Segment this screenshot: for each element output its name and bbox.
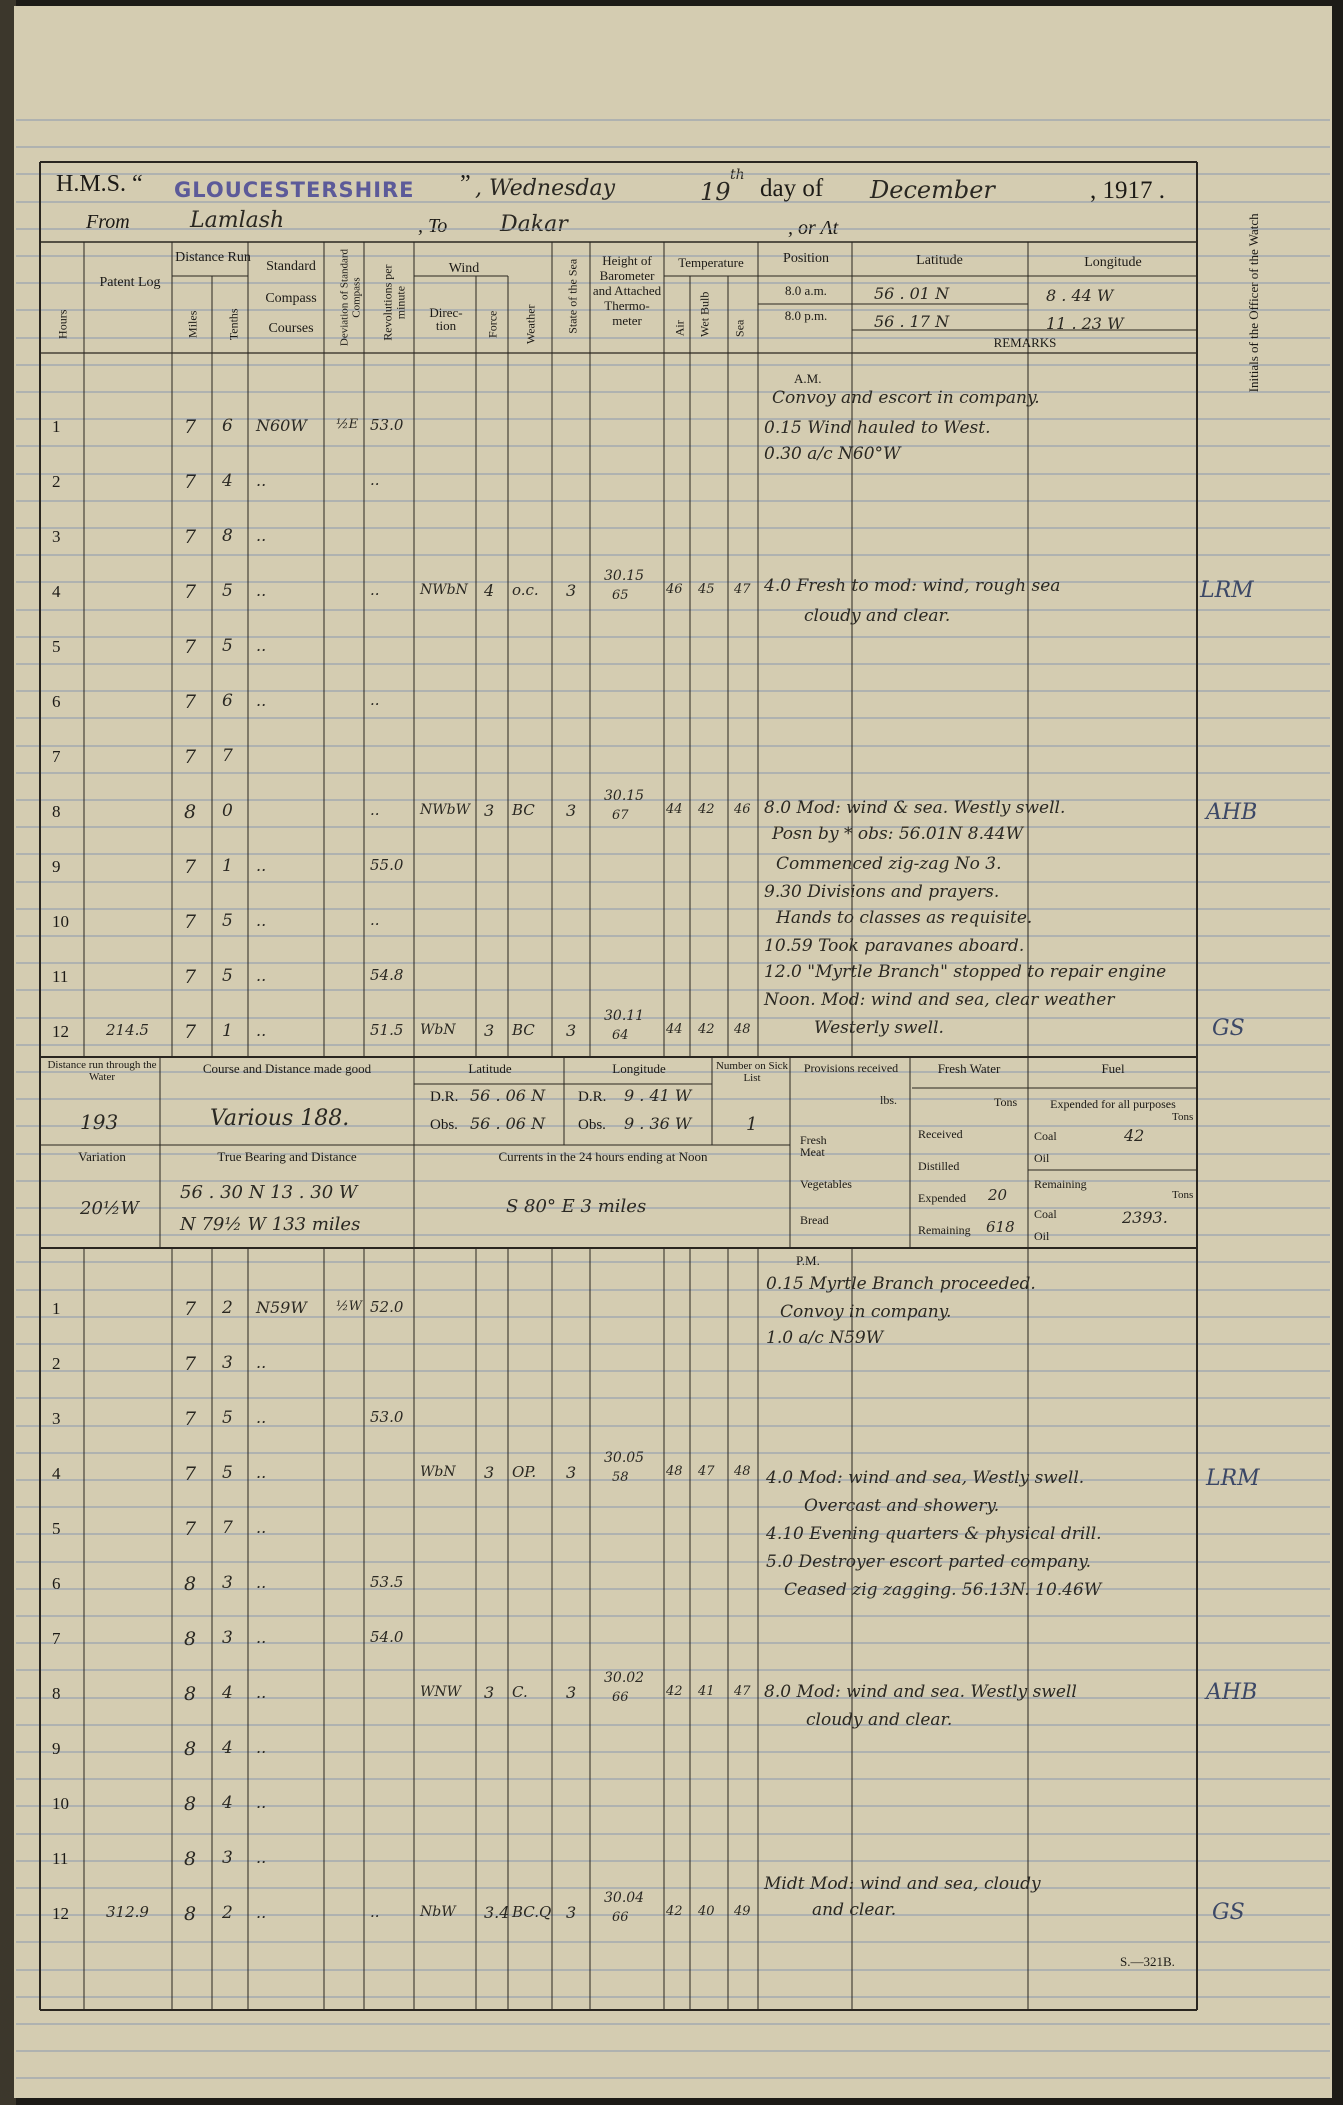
longitude-header: Longitude <box>1084 255 1142 270</box>
hour-cell: 12 <box>52 1022 69 1041</box>
remark-line: cloudy and clear. <box>804 606 951 626</box>
sea-temp-cell: 48 <box>734 1464 751 1479</box>
tenths-cell: 4 <box>222 471 233 491</box>
miles-cell: 7 <box>184 1021 197 1043</box>
sea-temp-cell: 48 <box>734 1022 751 1037</box>
col-wind-header: Wind <box>448 261 480 276</box>
course-cell: .. <box>256 1848 267 1867</box>
sick-list-label: Number on Sick List <box>715 1060 789 1085</box>
ship-prefix: H.M.S. “ <box>56 171 143 197</box>
course-cell: .. <box>256 526 267 545</box>
course-cell: .. <box>256 1463 267 1482</box>
sea-state-cell: 3 <box>566 581 577 600</box>
sea-state-cell: 3 <box>566 1021 577 1040</box>
hour-cell: 5 <box>52 637 61 656</box>
distance-through-water-label: Distance run through the Water <box>47 1059 157 1083</box>
revolutions-cell: .. <box>370 801 380 819</box>
revolutions-cell: .. <box>370 581 380 599</box>
remark-line: and clear. <box>812 1900 897 1920</box>
miles-cell: 7 <box>184 1298 197 1320</box>
from-port: Lamlash <box>190 208 285 233</box>
thermometer-cell: 66 <box>612 1690 629 1705</box>
barometer-cell: 30.02 <box>604 1670 645 1686</box>
hour-cell: 7 <box>52 747 61 766</box>
col-barometer-header: Height of Barometer and Attached Thermo- meter <box>592 253 662 328</box>
wind-force-cell: 3.4 <box>484 1903 510 1922</box>
wet-bulb-cell: 42 <box>698 1022 715 1037</box>
wet-bulb-cell: 47 <box>698 1464 715 1479</box>
longitude-pm: 11 . 23 W <box>1046 314 1124 333</box>
course-cell: .. <box>256 1021 267 1040</box>
revolutions-cell: .. <box>370 911 380 929</box>
tenths-cell: 0 <box>222 801 233 821</box>
hour-cell: 10 <box>52 1794 69 1813</box>
revolutions-cell: 55.0 <box>370 856 404 874</box>
hour-cell: 12 <box>52 1904 69 1923</box>
course-cell: .. <box>256 471 267 490</box>
miles-cell: 7 <box>184 911 197 933</box>
miles-cell: 8 <box>184 1738 197 1760</box>
revolutions-cell: 52.0 <box>370 1298 404 1316</box>
sea-state-cell: 3 <box>566 801 577 820</box>
year: , 1917 . <box>1090 177 1165 204</box>
remark-line: 1.0 a/c N59W <box>766 1328 884 1348</box>
fuel-oil-remaining-label: Oil <box>1034 1229 1050 1243</box>
bread-label: Bread <box>800 1213 829 1227</box>
fuel-oil-label: Oil <box>1034 1151 1050 1165</box>
remark-line: cloudy and clear. <box>806 1710 953 1730</box>
fuel-tons-label: Tons <box>1172 1111 1194 1123</box>
noon-obs-lon-label: Obs. <box>578 1117 606 1133</box>
col-wet-bulb-header: Wet Bulb <box>697 291 712 337</box>
hour-cell: 6 <box>52 692 61 711</box>
deviation-cell: ½W <box>336 1299 362 1314</box>
hour-cell: 3 <box>52 1409 61 1428</box>
thermometer-cell: 67 <box>612 808 629 823</box>
remark-line: 0.30 a/c N60°W <box>764 444 901 464</box>
course-cell: .. <box>256 966 267 985</box>
fuel-coal-expended: 42 <box>1124 1126 1145 1145</box>
tenths-cell: 5 <box>222 966 233 986</box>
sea-temp-cell: 49 <box>734 1904 751 1919</box>
course-cell: .. <box>256 1408 267 1427</box>
remark-line: 10.59 Took paravanes aboard. <box>764 936 1025 956</box>
from-label: From <box>86 211 130 233</box>
hour-cell: 9 <box>52 857 61 876</box>
hour-cell: 11 <box>52 967 69 986</box>
air-temp-cell: 42 <box>666 1904 683 1919</box>
tenths-cell: 3 <box>222 1353 233 1373</box>
noon-dr-lon-label: D.R. <box>578 1089 607 1105</box>
fresh-water-label: Fresh Water <box>937 1061 1001 1076</box>
tenths-cell: 2 <box>222 1903 233 1923</box>
hour-cell: 2 <box>52 472 61 491</box>
sea-temp-cell: 46 <box>734 802 751 817</box>
tenths-cell: 5 <box>222 911 233 931</box>
thermometer-cell: 58 <box>612 1470 629 1485</box>
tenths-cell: 4 <box>222 1793 233 1813</box>
sea-state-cell: 3 <box>566 1463 577 1482</box>
noon-obs-label: Obs. <box>430 1117 458 1133</box>
remark-line: Westerly swell. <box>814 1018 944 1038</box>
wet-bulb-cell: 42 <box>698 802 715 817</box>
revolutions-cell: 54.0 <box>370 1628 404 1646</box>
remark-line: Overcast and showery. <box>804 1496 1000 1516</box>
officer-initials: LRM <box>1200 578 1254 603</box>
wind-force-cell: 3 <box>484 1683 495 1702</box>
barometer-cell: 30.15 <box>604 568 645 584</box>
revolutions-cell: .. <box>370 471 380 489</box>
course-cell: .. <box>256 1573 267 1592</box>
hour-cell: 1 <box>52 417 61 436</box>
hour-cell: 10 <box>52 912 69 931</box>
col-direction-header: Direc- tion <box>429 305 463 333</box>
weather-cell: BC.Q <box>512 1903 552 1921</box>
miles-cell: 7 <box>184 966 197 988</box>
pm-label: P.M. <box>796 1253 820 1268</box>
col-revolutions-header: Revolutions per minute <box>380 264 407 341</box>
air-temp-cell: 44 <box>666 1022 683 1037</box>
water-expended-value: 20 <box>988 1186 1008 1204</box>
thermometer-cell: 65 <box>612 588 629 603</box>
true-bearing-line2: N 79½ W 133 miles <box>180 1214 361 1235</box>
fresh-meat-label: Fresh Meat <box>800 1133 827 1159</box>
remark-line: 4.10 Evening quarters & physical drill. <box>766 1524 1102 1544</box>
tenths-cell: 5 <box>222 1408 233 1428</box>
latitude-am: 56 . 01 N <box>874 284 950 303</box>
to-label: , To <box>418 215 448 237</box>
hour-cell: 7 <box>52 1629 61 1648</box>
hour-cell: 1 <box>52 1299 61 1318</box>
remark-line: 5.0 Destroyer escort parted company. <box>766 1552 1092 1572</box>
barometer-cell: 30.04 <box>604 1890 645 1906</box>
tenths-cell: 8 <box>222 526 233 546</box>
course-cell: .. <box>256 581 267 600</box>
hour-cell: 6 <box>52 1574 61 1593</box>
wind-force-cell: 4 <box>484 581 495 600</box>
weather-cell: BC <box>512 1021 535 1039</box>
miles-cell: 7 <box>184 526 197 548</box>
miles-cell: 7 <box>184 471 197 493</box>
miles-cell: 7 <box>184 1463 197 1485</box>
remark-line: 8.0 Mod: wind & sea. Westly swell. <box>764 798 1066 818</box>
wind-force-cell: 3 <box>484 1021 495 1040</box>
revolutions-cell: 53.0 <box>370 416 404 434</box>
revolutions-cell: 53.0 <box>370 1408 404 1426</box>
col-courses-header: Courses <box>268 321 314 336</box>
col-weather-header: Weather <box>523 304 538 345</box>
miles-cell: 8 <box>184 1683 197 1705</box>
miles-cell: 7 <box>184 636 197 658</box>
patent-log-cell: 312.9 <box>106 1903 149 1921</box>
remarks-header: REMARKS <box>993 335 1057 350</box>
miles-cell: 8 <box>184 1573 197 1595</box>
course-cell: N60W <box>256 416 307 435</box>
position-pm-label: 8.0 p.m. <box>784 308 828 323</box>
hour-cell: 3 <box>52 527 61 546</box>
course-cell: .. <box>256 1903 267 1922</box>
remark-line: 0.15 Wind hauled to West. <box>764 418 991 438</box>
hour-cell: 4 <box>52 1464 61 1483</box>
miles-cell: 7 <box>184 581 197 603</box>
barometer-cell: 30.05 <box>604 1450 645 1466</box>
hour-cell: 5 <box>52 1519 61 1538</box>
revolutions-cell: 54.8 <box>370 966 404 984</box>
weather-cell: BC <box>512 801 535 819</box>
course-cell: .. <box>256 1793 267 1812</box>
sea-state-cell: 3 <box>566 1683 577 1702</box>
officer-initials: GS <box>1212 1016 1245 1041</box>
true-bearing-line1: 56 . 30 N 13 . 30 W <box>180 1182 358 1203</box>
remark-line: Ceased zig zagging. 56.13N. 10.46W <box>784 1580 1102 1600</box>
tenths-cell: 6 <box>222 416 233 436</box>
course-cell: .. <box>256 636 267 655</box>
remark-line: Convoy in company. <box>780 1302 952 1322</box>
fuel-remaining-label: Remaining <box>1034 1177 1087 1191</box>
miles-cell: 8 <box>184 1628 197 1650</box>
miles-cell: 8 <box>184 1903 197 1925</box>
officer-initials: LRM <box>1206 1466 1260 1491</box>
tenths-cell: 3 <box>222 1848 233 1868</box>
col-sea-temp-header: Sea <box>732 319 747 337</box>
sea-temp-cell: 47 <box>734 582 751 597</box>
wind-direction-cell: WNW <box>420 1684 462 1700</box>
tenths-cell: 2 <box>222 1298 233 1318</box>
course-cell: .. <box>256 1738 267 1757</box>
noon-obs-longitude: 9 . 36 W <box>624 1114 692 1133</box>
provisions-lbs: lbs. <box>880 1093 898 1107</box>
remark-line: 9.30 Divisions and prayers. <box>764 882 1000 902</box>
noon-dr-longitude: 9 . 41 W <box>624 1086 692 1105</box>
fuel-coal-remaining: 2393. <box>1122 1208 1168 1227</box>
remark-line: 4.0 Mod: wind and sea, Westly swell. <box>766 1468 1085 1488</box>
noon-latitude-label: Latitude <box>468 1061 512 1076</box>
am-label: A.M. <box>794 371 822 386</box>
remark-line: 0.15 Myrtle Branch proceeded. <box>766 1274 1036 1294</box>
tenths-cell: 5 <box>222 1463 233 1483</box>
remark-line: Midt Mod: wind and sea, cloudy <box>764 1874 1041 1894</box>
hour-cell: 2 <box>52 1354 61 1373</box>
deviation-cell: ½E <box>336 417 359 432</box>
thermometer-cell: 64 <box>612 1028 629 1043</box>
miles-cell: 8 <box>184 1848 197 1870</box>
fuel-label: Fuel <box>1101 1061 1125 1076</box>
sea-state-cell: 3 <box>566 1903 577 1922</box>
course-cell: .. <box>256 911 267 930</box>
water-distilled-label: Distilled <box>918 1159 960 1173</box>
col-hours-header: Hours <box>55 309 70 339</box>
sea-temp-cell: 47 <box>734 1684 751 1699</box>
or-at-label: , or At <box>788 217 839 239</box>
weather-cell: OP. <box>512 1463 537 1481</box>
variation-value: 20½W <box>80 1198 139 1219</box>
remark-line: Commenced zig-zag No 3. <box>776 854 1002 874</box>
col-air-header: Air <box>672 320 687 337</box>
hour-cell: 4 <box>52 582 61 601</box>
officer-initials: AHB <box>1206 1680 1258 1705</box>
air-temp-cell: 46 <box>666 582 683 597</box>
noon-dr-latitude: 56 . 06 N <box>470 1086 546 1105</box>
day-of-label: day of <box>760 175 824 202</box>
course-cell: .. <box>256 1353 267 1372</box>
air-temp-cell: 48 <box>666 1464 683 1479</box>
miles-cell: 8 <box>184 1793 197 1815</box>
fuel-remaining-tons: Tons <box>1172 1189 1194 1201</box>
provisions-label: Provisions received <box>803 1061 899 1075</box>
remark-line: Noon. Mod: wind and sea, clear weather <box>764 990 1115 1010</box>
thermometer-cell: 66 <box>612 1910 629 1925</box>
variation-label: Variation <box>78 1149 126 1164</box>
tenths-cell: 7 <box>222 1518 233 1538</box>
course-cell: .. <box>256 1628 267 1647</box>
initials-header: Initials of the Officer of the Watch <box>1246 213 1262 393</box>
noon-obs-latitude: 56 . 06 N <box>470 1114 546 1133</box>
course-cell: .. <box>256 691 267 710</box>
course-cell: N59W <box>256 1298 307 1317</box>
water-tons: Tons <box>994 1095 1018 1109</box>
officer-initials: AHB <box>1206 800 1258 825</box>
revolutions-cell: 51.5 <box>370 1021 404 1039</box>
tenths-cell: 5 <box>222 581 233 601</box>
position-header: Position <box>783 251 829 266</box>
miles-cell: 8 <box>184 801 197 823</box>
wind-direction-cell: NbW <box>420 1904 456 1920</box>
distance-through-water-value: 193 <box>80 1110 119 1134</box>
fuel-coal-label: Coal <box>1034 1129 1057 1143</box>
hour-cell: 8 <box>52 802 61 821</box>
to-port: Dakar <box>500 212 568 237</box>
weather-cell: C. <box>512 1683 528 1701</box>
tenths-cell: 4 <box>222 1738 233 1758</box>
revolutions-cell: 53.5 <box>370 1573 404 1591</box>
wet-bulb-cell: 40 <box>698 1904 715 1919</box>
miles-cell: 7 <box>184 856 197 878</box>
course-distance-value: Various 188. <box>210 1106 350 1131</box>
miles-cell: 7 <box>184 416 197 438</box>
vegetables-label: Vegetables <box>800 1177 852 1191</box>
air-temp-cell: 42 <box>666 1684 683 1699</box>
form-number: S.—321B. <box>1120 1954 1175 1969</box>
tenths-cell: 1 <box>222 1021 233 1041</box>
remark-line: 4.0 Fresh to mod: wind, rough sea <box>764 576 1061 596</box>
true-bearing-label: True Bearing and Distance <box>217 1149 357 1164</box>
tenths-cell: 4 <box>222 1683 233 1703</box>
tenths-cell: 1 <box>222 856 233 876</box>
remark-line: 12.0 "Myrtle Branch" stopped to repair engine <box>764 962 1167 982</box>
sick-list-value: 1 <box>746 1114 758 1135</box>
patent-log-cell: 214.5 <box>106 1021 149 1039</box>
col-miles-header: Miles <box>185 310 200 338</box>
remark-line: Posn by * obs: 56.01N 8.44W <box>772 824 1024 844</box>
day-suffix: th <box>730 167 745 183</box>
ship-name-stamp: GLOUCESTERSHIRE <box>174 178 415 202</box>
currents-label: Currents in the 24 hours ending at Noon <box>498 1149 708 1164</box>
latitude-pm: 56 . 17 N <box>874 312 950 331</box>
remark-line: Convoy and escort in company. <box>772 388 1040 408</box>
miles-cell: 7 <box>184 1518 197 1540</box>
wind-direction-cell: NWbW <box>420 802 470 818</box>
miles-cell: 7 <box>184 691 197 713</box>
wind-force-cell: 3 <box>484 1463 495 1482</box>
currents-value: S 80° E 3 miles <box>506 1196 647 1217</box>
tenths-cell: 3 <box>222 1573 233 1593</box>
remark-line: 8.0 Mod: wind and sea. Westly swell <box>764 1682 1077 1702</box>
tenths-cell: 7 <box>222 746 233 766</box>
miles-cell: 7 <box>184 746 197 768</box>
hour-cell: 11 <box>52 1849 69 1868</box>
col-distance-run-header: Distance Run <box>175 250 251 265</box>
course-distance-label: Course and Distance made good <box>202 1061 372 1076</box>
remark-line: Hands to classes as requisite. <box>776 908 1033 928</box>
noon-longitude-label: Longitude <box>612 1061 666 1076</box>
wet-bulb-cell: 45 <box>698 582 715 597</box>
tenths-cell: 6 <box>222 691 233 711</box>
revolutions-cell: .. <box>370 691 380 709</box>
tenths-cell: 5 <box>222 636 233 656</box>
wind-direction-cell: WbN <box>420 1022 456 1038</box>
air-temp-cell: 44 <box>666 802 683 817</box>
water-remaining-label: Remaining <box>918 1223 971 1237</box>
col-state-sea-header: State of the Sea <box>565 258 580 334</box>
col-patent-log-header: Patent Log <box>99 275 161 290</box>
course-cell: .. <box>256 856 267 875</box>
longitude-am: 8 . 44 W <box>1046 286 1114 305</box>
water-expended-label: Expended <box>918 1191 966 1205</box>
col-tenths-header: Tenths <box>226 308 241 341</box>
water-remaining-value: 618 <box>986 1218 1015 1236</box>
col-deviation-header: Deviation of Standard Compass <box>338 248 362 347</box>
barometer-cell: 30.11 <box>604 1008 645 1024</box>
hour-cell: 8 <box>52 1684 61 1703</box>
tenths-cell: 3 <box>222 1628 233 1648</box>
fuel-expended-label: Expended for all purposes <box>1050 1097 1176 1111</box>
weather-cell: o.c. <box>512 581 539 599</box>
miles-cell: 7 <box>184 1353 197 1375</box>
fuel-coal-remaining-label: Coal <box>1034 1207 1057 1221</box>
wind-force-cell: 3 <box>484 801 495 820</box>
wet-bulb-cell: 41 <box>698 1684 715 1699</box>
hour-cell: 9 <box>52 1739 61 1758</box>
col-temperature-header: Temperature <box>678 255 744 270</box>
wind-direction-cell: NWbN <box>420 582 468 598</box>
water-received-label: Received <box>918 1127 963 1141</box>
weekday: , Wednesday <box>475 176 616 201</box>
revolutions-cell: .. <box>370 1903 380 1921</box>
noon-dr-label: D.R. <box>430 1089 459 1105</box>
month: December <box>870 176 995 204</box>
quote-close: ” <box>460 171 471 197</box>
wind-direction-cell: WbN <box>420 1464 456 1480</box>
miles-cell: 7 <box>184 1408 197 1430</box>
day-number: 19 <box>700 178 731 206</box>
barometer-cell: 30.15 <box>604 788 645 804</box>
position-am-label: 8.0 a.m. <box>785 283 827 298</box>
col-force-header: Force <box>485 310 500 338</box>
latitude-header: Latitude <box>916 253 963 268</box>
col-compass-header: Compass <box>265 291 317 306</box>
course-cell: .. <box>256 1683 267 1702</box>
col-standard-header: Standard <box>266 259 316 274</box>
course-cell: .. <box>256 1518 267 1537</box>
officer-initials: GS <box>1212 1900 1245 1925</box>
